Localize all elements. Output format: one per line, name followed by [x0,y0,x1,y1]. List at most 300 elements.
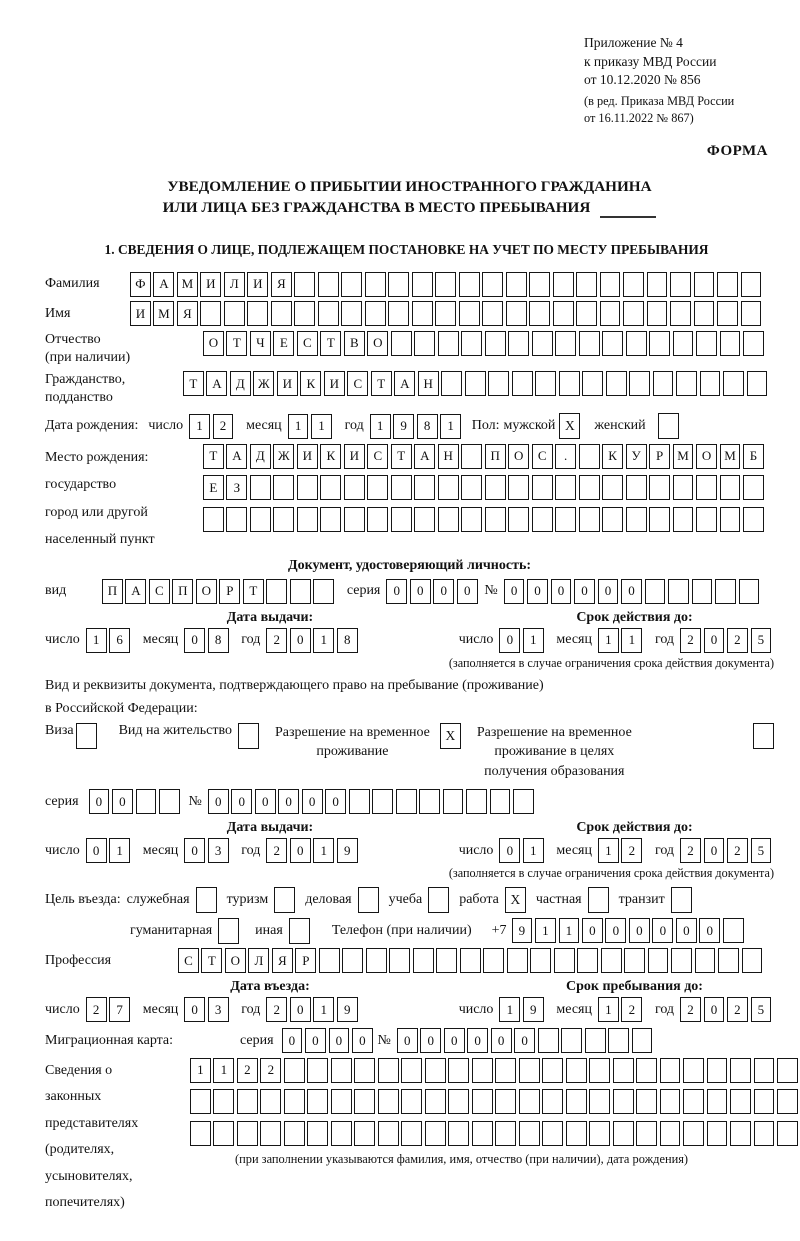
char-cell[interactable]: 2 [266,997,287,1022]
char-cell[interactable] [438,331,459,356]
char-cell[interactable] [673,331,694,356]
char-cell[interactable]: Т [243,579,264,604]
char-cell[interactable] [683,1089,704,1114]
char-cell[interactable] [720,507,741,532]
char-cell[interactable] [566,1121,587,1146]
char-cell[interactable]: Ч [250,331,271,356]
char-cell[interactable]: 2 [260,1058,281,1083]
char-cell[interactable]: И [297,444,318,469]
char-cell[interactable] [391,507,412,532]
char-cell[interactable] [438,475,459,500]
char-cell[interactable] [307,1089,328,1114]
char-cell[interactable]: 8 [208,628,229,653]
char-cell[interactable]: О [196,579,217,604]
char-cell[interactable]: 0 [467,1028,488,1053]
char-cell[interactable]: 0 [386,579,407,604]
char-cell[interactable] [344,507,365,532]
char-cell[interactable]: М [720,444,741,469]
char-cell[interactable]: 0 [184,838,205,863]
char-cell[interactable]: 0 [699,918,720,943]
char-cell[interactable] [613,1089,634,1114]
char-cell[interactable]: 1 [370,414,391,439]
char-cell[interactable]: 0 [582,918,603,943]
char-cell[interactable]: 0 [491,1028,512,1053]
char-cell[interactable]: 0 [527,579,548,604]
char-cell[interactable] [576,272,597,297]
char-cell[interactable] [378,1089,399,1114]
char-cell[interactable] [485,475,506,500]
char-cell[interactable]: Е [273,331,294,356]
char-cell[interactable]: 2 [621,838,642,863]
char-cell[interactable]: М [673,444,694,469]
char-cell[interactable] [613,1058,634,1083]
char-cell[interactable] [723,371,744,396]
char-cell[interactable]: 1 [189,414,210,439]
char-cell[interactable] [203,507,224,532]
char-cell[interactable] [683,1058,704,1083]
char-cell[interactable]: А [394,371,415,396]
char-cell[interactable]: И [200,272,221,297]
char-cell[interactable] [695,948,716,973]
char-cell[interactable] [320,507,341,532]
char-cell[interactable] [624,948,645,973]
char-cell[interactable] [388,272,409,297]
char-cell[interactable] [250,475,271,500]
char-cell[interactable] [720,331,741,356]
char-cell[interactable]: 0 [514,1028,535,1053]
char-cell[interactable] [271,301,292,326]
char-cell[interactable] [529,272,550,297]
char-cell[interactable]: 0 [305,1028,326,1053]
char-cell[interactable] [466,789,487,814]
char-cell[interactable] [519,1121,540,1146]
char-cell[interactable]: 0 [290,628,311,653]
char-cell[interactable]: В [344,331,365,356]
char-cell[interactable]: Т [203,444,224,469]
char-cell[interactable] [459,301,480,326]
char-cell[interactable] [506,301,527,326]
char-cell[interactable] [589,1089,610,1114]
char-cell[interactable]: 3 [208,838,229,863]
char-cell[interactable] [660,1058,681,1083]
char-cell[interactable] [608,1028,629,1053]
char-cell[interactable] [354,1058,375,1083]
char-cell[interactable] [391,331,412,356]
char-cell[interactable]: Л [224,272,245,297]
char-cell[interactable] [600,272,621,297]
char-cell[interactable] [435,272,456,297]
char-cell[interactable]: С [347,371,368,396]
char-cell[interactable] [694,272,715,297]
purpose-transit-checkbox[interactable] [671,887,692,913]
char-cell[interactable] [436,948,457,973]
char-cell[interactable]: 2 [266,838,287,863]
char-cell[interactable] [472,1058,493,1083]
char-cell[interactable] [566,1058,587,1083]
char-cell[interactable] [414,507,435,532]
char-cell[interactable] [649,475,670,500]
char-cell[interactable]: 2 [266,628,287,653]
char-cell[interactable] [396,789,417,814]
char-cell[interactable]: 0 [574,579,595,604]
char-cell[interactable]: Л [248,948,269,973]
char-cell[interactable]: 2 [727,628,748,653]
char-cell[interactable]: 1 [523,628,544,653]
char-cell[interactable]: 2 [727,838,748,863]
char-cell[interactable]: 2 [680,838,701,863]
char-cell[interactable]: К [602,444,623,469]
char-cell[interactable] [730,1121,751,1146]
char-cell[interactable]: 1 [109,838,130,863]
char-cell[interactable] [366,948,387,973]
char-cell[interactable] [461,507,482,532]
char-cell[interactable]: 0 [290,838,311,863]
char-cell[interactable] [318,272,339,297]
char-cell[interactable] [513,789,534,814]
char-cell[interactable] [190,1121,211,1146]
char-cell[interactable]: Т [371,371,392,396]
char-cell[interactable]: 0 [302,789,323,814]
char-cell[interactable]: 2 [86,997,107,1022]
char-cell[interactable]: 9 [393,414,414,439]
char-cell[interactable] [741,272,762,297]
char-cell[interactable] [696,331,717,356]
char-cell[interactable]: 0 [231,789,252,814]
char-cell[interactable] [465,371,486,396]
char-cell[interactable]: 0 [352,1028,373,1053]
char-cell[interactable]: 8 [417,414,438,439]
char-cell[interactable] [412,272,433,297]
char-cell[interactable] [670,301,691,326]
char-cell[interactable] [341,301,362,326]
char-cell[interactable] [606,371,627,396]
char-cell[interactable] [739,579,760,604]
char-cell[interactable] [247,301,268,326]
char-cell[interactable] [660,1121,681,1146]
char-cell[interactable] [331,1121,352,1146]
char-cell[interactable] [459,272,480,297]
char-cell[interactable] [743,507,764,532]
char-cell[interactable] [414,331,435,356]
char-cell[interactable]: И [130,301,151,326]
char-cell[interactable] [694,301,715,326]
char-cell[interactable] [226,507,247,532]
char-cell[interactable]: 0 [433,579,454,604]
char-cell[interactable]: 1 [86,628,107,653]
char-cell[interactable] [190,1089,211,1114]
purpose-private-checkbox[interactable] [588,887,609,913]
char-cell[interactable]: Я [177,301,198,326]
char-cell[interactable]: Я [272,948,293,973]
char-cell[interactable] [777,1089,798,1114]
char-cell[interactable] [585,1028,606,1053]
char-cell[interactable]: О [696,444,717,469]
char-cell[interactable] [601,948,622,973]
char-cell[interactable]: 0 [89,789,110,814]
char-cell[interactable] [349,789,370,814]
char-cell[interactable] [777,1058,798,1083]
char-cell[interactable] [542,1089,563,1114]
char-cell[interactable] [602,475,623,500]
purpose-other-checkbox[interactable] [289,918,310,944]
char-cell[interactable]: 0 [499,838,520,863]
char-cell[interactable] [519,1089,540,1114]
char-cell[interactable] [579,444,600,469]
char-cell[interactable]: П [485,444,506,469]
char-cell[interactable]: С [149,579,170,604]
char-cell[interactable] [413,948,434,973]
char-cell[interactable] [707,1058,728,1083]
char-cell[interactable] [554,948,575,973]
char-cell[interactable] [743,475,764,500]
char-cell[interactable] [754,1089,775,1114]
char-cell[interactable]: Д [230,371,251,396]
char-cell[interactable] [717,301,738,326]
char-cell[interactable]: С [297,331,318,356]
residence-permit-checkbox[interactable] [238,723,259,749]
char-cell[interactable] [649,331,670,356]
char-cell[interactable]: 2 [621,997,642,1022]
char-cell[interactable] [460,948,481,973]
char-cell[interactable] [623,301,644,326]
char-cell[interactable]: И [247,272,268,297]
char-cell[interactable]: Я [271,272,292,297]
char-cell[interactable] [297,507,318,532]
char-cell[interactable]: М [177,272,198,297]
char-cell[interactable]: 2 [237,1058,258,1083]
char-cell[interactable]: Ж [273,444,294,469]
char-cell[interactable] [412,301,433,326]
char-cell[interactable] [653,371,674,396]
char-cell[interactable]: 6 [109,628,130,653]
char-cell[interactable]: 3 [208,997,229,1022]
char-cell[interactable] [320,475,341,500]
char-cell[interactable] [553,272,574,297]
char-cell[interactable] [438,507,459,532]
char-cell[interactable] [538,1028,559,1053]
char-cell[interactable] [341,272,362,297]
char-cell[interactable] [495,1089,516,1114]
char-cell[interactable] [559,371,580,396]
char-cell[interactable]: 0 [208,789,229,814]
char-cell[interactable]: 1 [598,628,619,653]
char-cell[interactable] [284,1121,305,1146]
char-cell[interactable] [284,1058,305,1083]
char-cell[interactable]: 0 [420,1028,441,1053]
char-cell[interactable] [260,1121,281,1146]
char-cell[interactable] [401,1089,422,1114]
char-cell[interactable] [482,301,503,326]
char-cell[interactable]: 5 [751,628,772,653]
char-cell[interactable] [250,507,271,532]
char-cell[interactable]: 1 [313,628,334,653]
char-cell[interactable] [777,1121,798,1146]
char-cell[interactable]: П [172,579,193,604]
char-cell[interactable]: 1 [598,838,619,863]
char-cell[interactable]: 0 [598,579,619,604]
char-cell[interactable] [342,948,363,973]
purpose-work-checkbox[interactable]: X [505,887,526,913]
char-cell[interactable] [535,371,556,396]
char-cell[interactable] [579,475,600,500]
char-cell[interactable] [273,475,294,500]
char-cell[interactable]: Н [438,444,459,469]
purpose-official-checkbox[interactable] [196,887,217,913]
char-cell[interactable] [532,331,553,356]
char-cell[interactable]: 0 [255,789,276,814]
char-cell[interactable] [532,475,553,500]
char-cell[interactable]: 9 [337,997,358,1022]
char-cell[interactable] [213,1089,234,1114]
char-cell[interactable] [676,371,697,396]
visa-checkbox[interactable] [76,723,97,749]
char-cell[interactable] [389,948,410,973]
char-cell[interactable] [673,507,694,532]
char-cell[interactable] [200,301,221,326]
char-cell[interactable] [419,789,440,814]
char-cell[interactable]: 0 [621,579,642,604]
char-cell[interactable]: 1 [621,628,642,653]
char-cell[interactable]: 0 [278,789,299,814]
char-cell[interactable] [367,475,388,500]
char-cell[interactable] [378,1121,399,1146]
char-cell[interactable]: У [626,444,647,469]
char-cell[interactable] [683,1121,704,1146]
char-cell[interactable]: Е [203,475,224,500]
char-cell[interactable]: Б [743,444,764,469]
char-cell[interactable]: Т [320,331,341,356]
char-cell[interactable]: 1 [213,1058,234,1083]
char-cell[interactable] [717,272,738,297]
char-cell[interactable] [237,1089,258,1114]
char-cell[interactable]: 0 [397,1028,418,1053]
char-cell[interactable] [485,507,506,532]
char-cell[interactable] [645,579,666,604]
char-cell[interactable] [294,301,315,326]
char-cell[interactable] [707,1089,728,1114]
char-cell[interactable] [700,371,721,396]
char-cell[interactable] [529,301,550,326]
char-cell[interactable] [260,1089,281,1114]
char-cell[interactable]: 9 [523,997,544,1022]
char-cell[interactable]: 0 [704,997,725,1022]
char-cell[interactable]: 9 [337,838,358,863]
char-cell[interactable] [488,371,509,396]
char-cell[interactable] [542,1121,563,1146]
char-cell[interactable] [530,948,551,973]
temp-permit-checkbox[interactable]: X [440,723,461,749]
char-cell[interactable]: 1 [288,414,309,439]
char-cell[interactable]: 0 [457,579,478,604]
char-cell[interactable] [365,301,386,326]
char-cell[interactable] [613,1121,634,1146]
char-cell[interactable] [365,272,386,297]
char-cell[interactable] [626,475,647,500]
char-cell[interactable]: К [320,444,341,469]
purpose-tourism-checkbox[interactable] [274,887,295,913]
char-cell[interactable] [136,789,157,814]
char-cell[interactable] [602,507,623,532]
char-cell[interactable] [448,1121,469,1146]
char-cell[interactable] [224,301,245,326]
char-cell[interactable] [747,371,768,396]
char-cell[interactable]: . [555,444,576,469]
char-cell[interactable] [636,1121,657,1146]
char-cell[interactable] [378,1058,399,1083]
char-cell[interactable] [372,789,393,814]
char-cell[interactable] [443,789,464,814]
char-cell[interactable] [508,475,529,500]
char-cell[interactable] [671,948,692,973]
char-cell[interactable]: И [277,371,298,396]
char-cell[interactable] [472,1121,493,1146]
edu-permit-checkbox[interactable] [753,723,774,749]
char-cell[interactable] [391,475,412,500]
char-cell[interactable] [555,475,576,500]
char-cell[interactable]: 0 [652,918,673,943]
char-cell[interactable]: 0 [444,1028,465,1053]
char-cell[interactable] [273,507,294,532]
char-cell[interactable]: Р [649,444,670,469]
char-cell[interactable] [425,1121,446,1146]
char-cell[interactable] [754,1058,775,1083]
char-cell[interactable] [290,579,311,604]
char-cell[interactable] [441,371,462,396]
char-cell[interactable] [553,301,574,326]
char-cell[interactable]: 1 [499,997,520,1022]
purpose-humanitarian-checkbox[interactable] [218,918,239,944]
char-cell[interactable] [159,789,180,814]
char-cell[interactable]: А [125,579,146,604]
char-cell[interactable]: 1 [190,1058,211,1083]
char-cell[interactable] [648,948,669,973]
char-cell[interactable]: Т [226,331,247,356]
char-cell[interactable]: 0 [499,628,520,653]
char-cell[interactable] [623,272,644,297]
char-cell[interactable]: 0 [184,997,205,1022]
char-cell[interactable] [307,1058,328,1083]
char-cell[interactable] [237,1121,258,1146]
char-cell[interactable]: М [153,301,174,326]
char-cell[interactable]: 0 [704,628,725,653]
char-cell[interactable]: И [344,444,365,469]
char-cell[interactable] [636,1058,657,1083]
char-cell[interactable] [636,1089,657,1114]
char-cell[interactable]: 0 [329,1028,350,1053]
sex-female-checkbox[interactable] [658,413,679,439]
char-cell[interactable] [542,1058,563,1083]
char-cell[interactable] [388,301,409,326]
char-cell[interactable]: О [508,444,529,469]
char-cell[interactable]: 0 [282,1028,303,1053]
char-cell[interactable] [730,1089,751,1114]
char-cell[interactable]: А [153,272,174,297]
char-cell[interactable] [532,507,553,532]
char-cell[interactable]: С [532,444,553,469]
char-cell[interactable]: 1 [559,918,580,943]
char-cell[interactable]: 0 [86,838,107,863]
char-cell[interactable] [506,272,527,297]
char-cell[interactable]: К [300,371,321,396]
char-cell[interactable]: Ж [253,371,274,396]
char-cell[interactable] [696,475,717,500]
char-cell[interactable] [670,272,691,297]
char-cell[interactable] [266,579,287,604]
char-cell[interactable] [632,1028,653,1053]
char-cell[interactable]: 0 [504,579,525,604]
char-cell[interactable] [414,475,435,500]
char-cell[interactable] [718,948,739,973]
